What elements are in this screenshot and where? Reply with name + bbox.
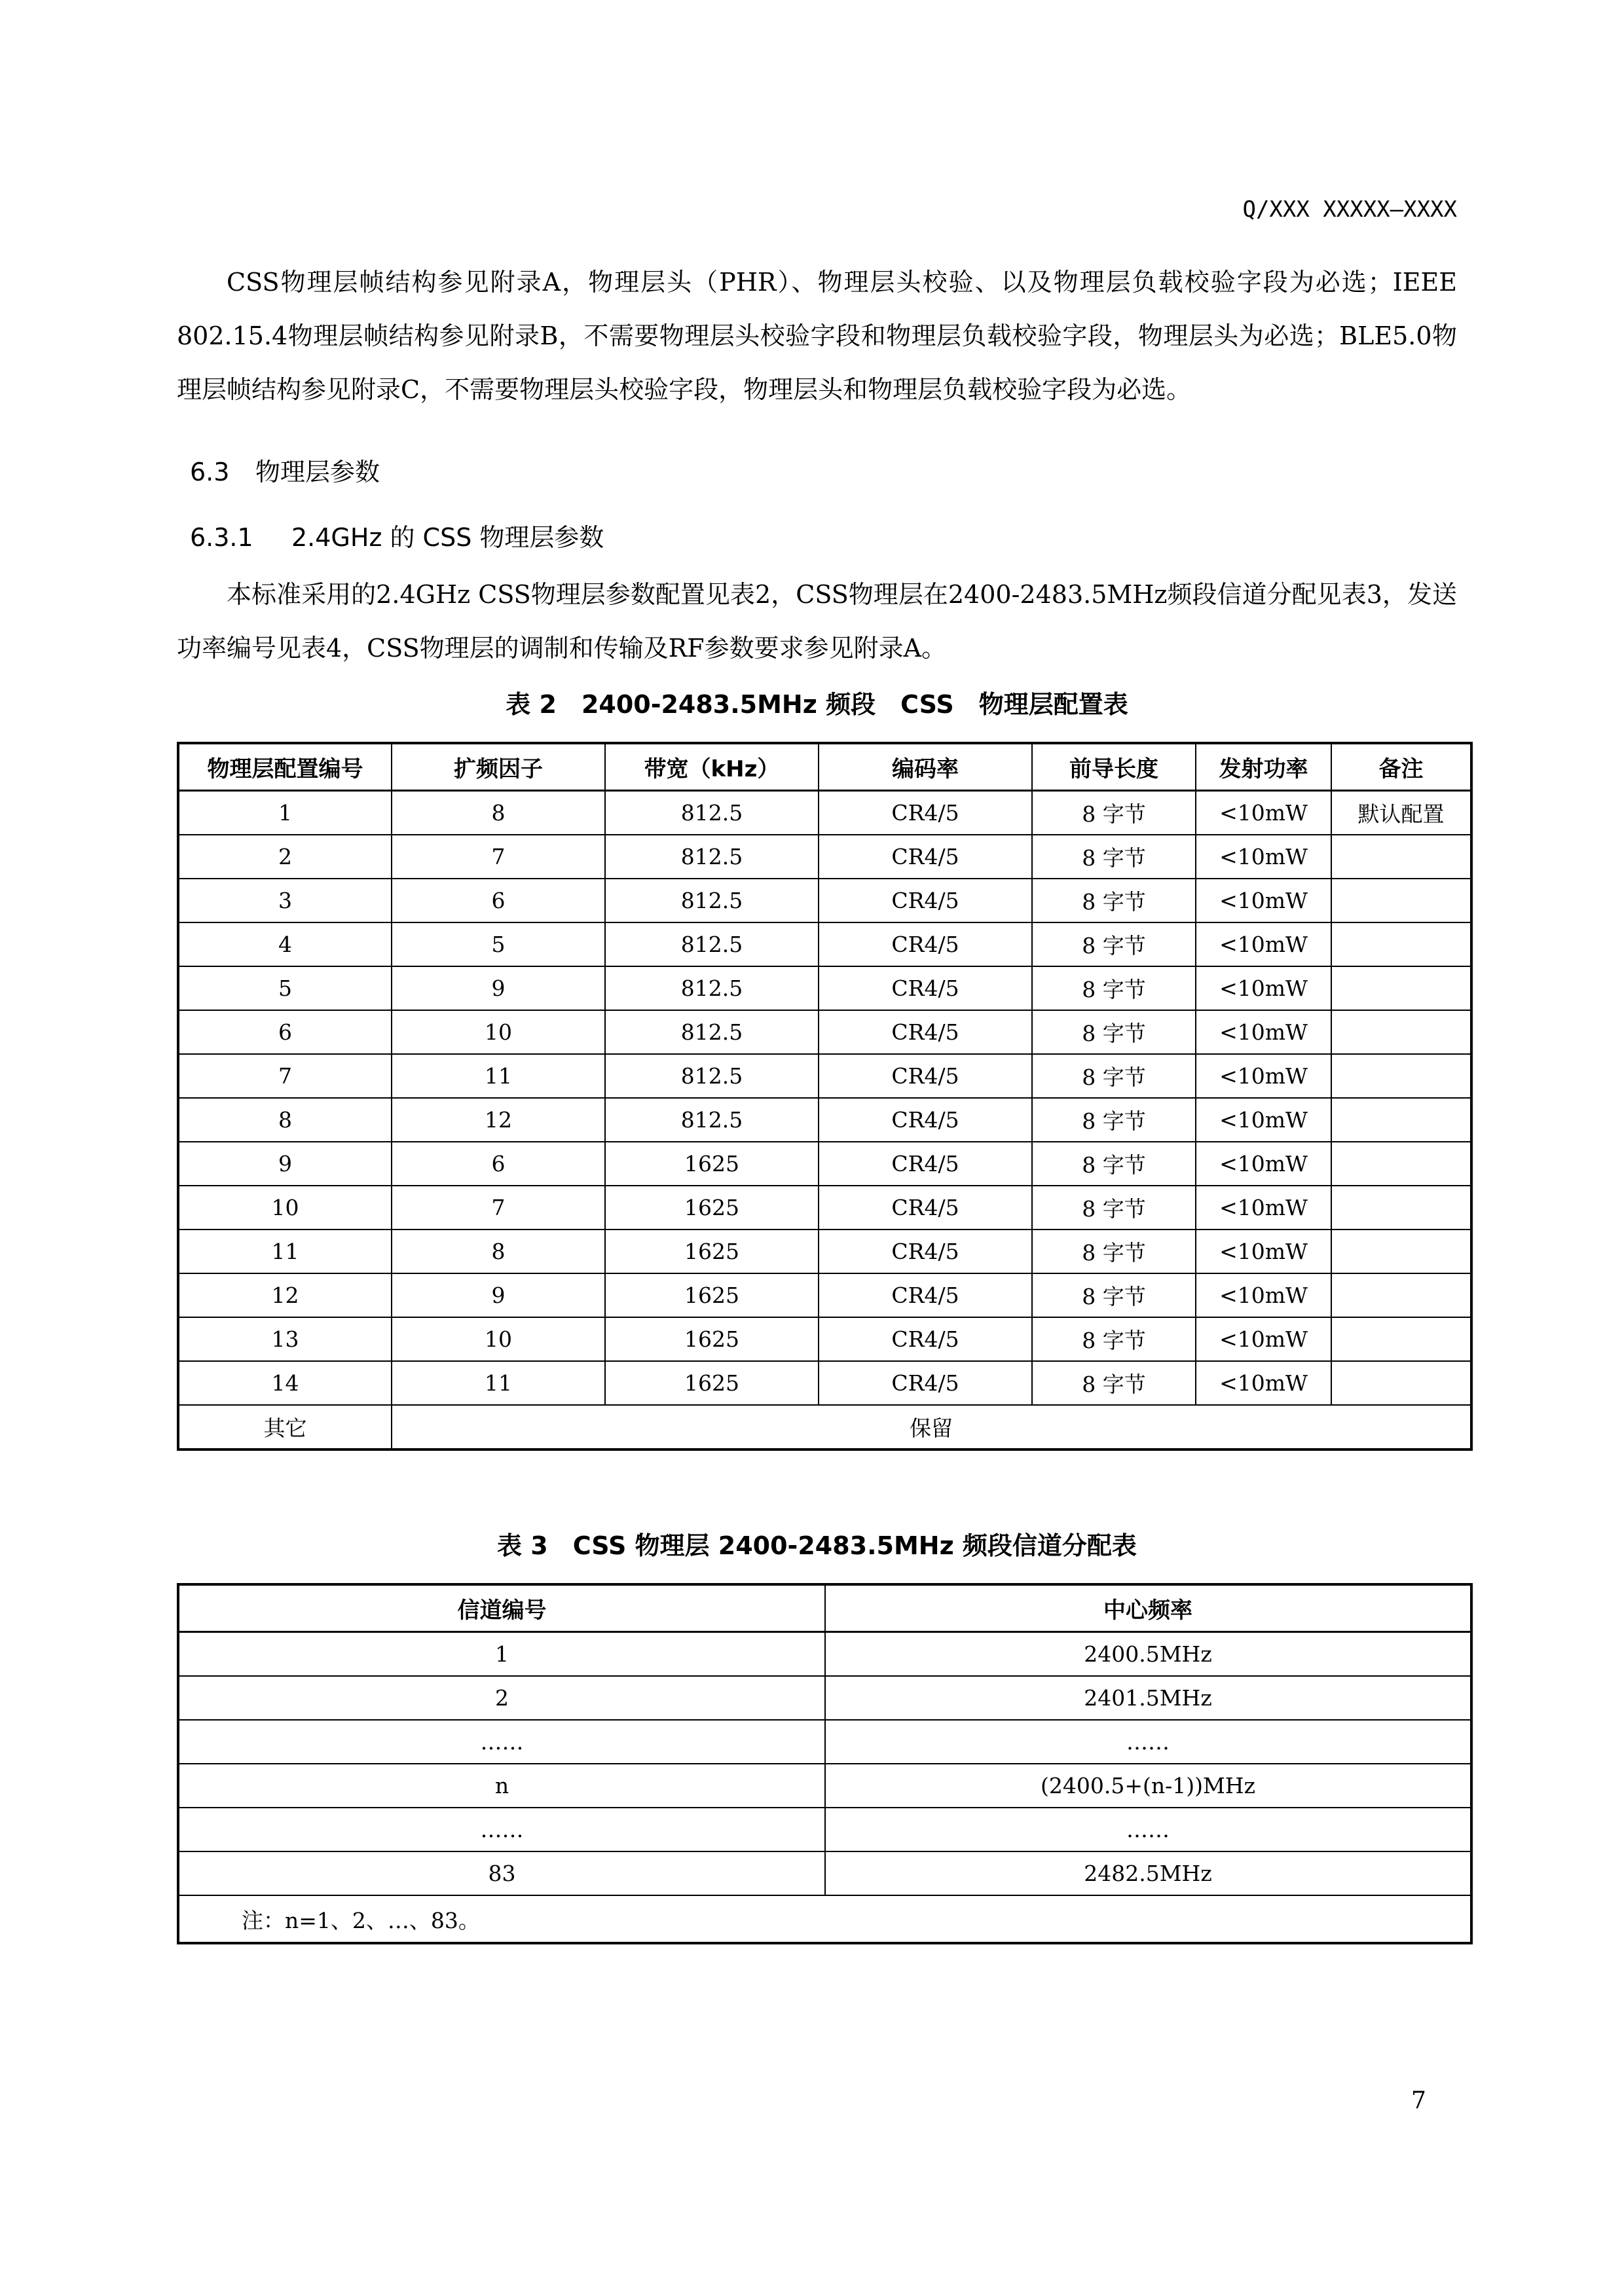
- table-row: [178, 1142, 1471, 1186]
- table-cell: 83: [178, 1851, 825, 1895]
- table2-body: [178, 791, 1471, 1406]
- table-cell: 8 字节: [1032, 922, 1196, 966]
- table-cell: 8 字节: [1032, 1010, 1196, 1054]
- table-cell: [1331, 1186, 1471, 1230]
- table-cell: 9: [392, 966, 605, 1010]
- table-cell: <10mW: [1196, 1361, 1331, 1405]
- section-6-3-1-paragraph: [177, 568, 1457, 675]
- table-cell: 11: [392, 1361, 605, 1405]
- table-cell: 7: [392, 835, 605, 879]
- table-cell: 1625: [605, 1186, 819, 1230]
- table-row: [178, 1676, 1471, 1720]
- table-cell: 1625: [605, 1361, 819, 1405]
- intro-paragraph: [177, 255, 1457, 416]
- table3-caption: 表 3 CSS 物理层 2400-2483.5MHz 频段信道分配表: [497, 1531, 1137, 1560]
- section-number: 6.3.1: [190, 523, 253, 552]
- table-cell: 12: [392, 1098, 605, 1142]
- table-row: [178, 879, 1471, 922]
- table-cell: 8: [392, 791, 605, 835]
- table-cell: 2482.5MHz: [825, 1851, 1471, 1895]
- section-6-3-heading: [190, 452, 380, 488]
- table-cell: [1331, 1142, 1471, 1186]
- col-header-coding-rate: 编码率: [819, 743, 1032, 791]
- table-cell: 812.5: [605, 922, 819, 966]
- intro-text: CSS物理层帧结构参见附录A，物理层头（PHR）、物理层头校验、以及物理层负载校验字段为必选；IEEE 802.15.4物理层帧结构参见附录B，不需要物理层头校验字段和物理层负载校验字段，物理层头为必选；BLE5.0物理层帧结构参见附录C，不需要物理层头校验字段，物理层头和物理层负载校验字段为必选。: [177, 268, 1457, 404]
- table-cell: CR4/5: [819, 1273, 1032, 1317]
- table-cell: CR4/5: [819, 1142, 1032, 1186]
- table-cell: [1331, 1054, 1471, 1098]
- table3-note: 注：n=1、2、…、83。: [178, 1895, 1471, 1943]
- table-row: [178, 791, 1471, 835]
- table-cell: <10mW: [1196, 1186, 1331, 1230]
- table-row: [178, 1720, 1471, 1764]
- section-number: 6.3: [190, 458, 230, 486]
- table-row: [178, 1808, 1471, 1851]
- table-cell: 812.5: [605, 966, 819, 1010]
- table-cell: CR4/5: [819, 879, 1032, 922]
- table-cell: ……: [825, 1808, 1471, 1851]
- table-cell: 8 字节: [1032, 1098, 1196, 1142]
- table-cell: <10mW: [1196, 1317, 1331, 1361]
- table-cell: 2: [178, 1676, 825, 1720]
- col-header-config-id: 物理层配置编号: [178, 743, 392, 791]
- section-title: 2.4GHz 的 CSS 物理层参数: [291, 523, 604, 552]
- table-row: [178, 922, 1471, 966]
- table-cell: [1331, 1098, 1471, 1142]
- table-cell: [1331, 1273, 1471, 1317]
- col-header-bandwidth: 带宽（kHz）: [605, 743, 819, 791]
- col-header-tx-power: 发射功率: [1196, 743, 1331, 791]
- table-cell: CR4/5: [819, 1010, 1032, 1054]
- document-code: Q/XXX XXXXX—XXXX: [1242, 196, 1457, 223]
- table-cell: ……: [178, 1720, 825, 1764]
- table-cell: 14: [178, 1361, 392, 1405]
- table-cell: <10mW: [1196, 1142, 1331, 1186]
- table-cell: 1625: [605, 1142, 819, 1186]
- table3-body: [178, 1632, 1471, 1896]
- table-cell: n: [178, 1764, 825, 1808]
- table-cell: [1331, 1230, 1471, 1273]
- table-cell: CR4/5: [819, 1054, 1032, 1098]
- table-row: [178, 1317, 1471, 1361]
- table-cell: CR4/5: [819, 1317, 1032, 1361]
- table-cell: 9: [392, 1273, 605, 1317]
- table-row: [178, 835, 1471, 879]
- table-cell: CR4/5: [819, 835, 1032, 879]
- table-row: [178, 1010, 1471, 1054]
- table-cell: 7: [392, 1186, 605, 1230]
- table-row: [178, 1230, 1471, 1273]
- table-cell: <10mW: [1196, 966, 1331, 1010]
- table-cell: 1625: [605, 1273, 819, 1317]
- table-row: [178, 1764, 1471, 1808]
- table-cell: 812.5: [605, 1010, 819, 1054]
- table-cell: 1625: [605, 1230, 819, 1273]
- table-cell: [1331, 1361, 1471, 1405]
- table-cell: 6: [392, 1142, 605, 1186]
- table-row: [178, 1273, 1471, 1317]
- table-cell: CR4/5: [819, 1186, 1032, 1230]
- table-cell: 11: [178, 1230, 392, 1273]
- table-cell: ……: [825, 1720, 1471, 1764]
- table-row: [178, 1632, 1471, 1677]
- table-cell: <10mW: [1196, 1230, 1331, 1273]
- table-row: [178, 1361, 1471, 1405]
- table-cell: 6: [392, 879, 605, 922]
- table-cell: [1331, 1317, 1471, 1361]
- table-cell: 默认配置: [1331, 791, 1471, 835]
- col-header-remarks: 备注: [1331, 743, 1471, 791]
- table-cell: 10: [178, 1186, 392, 1230]
- table-cell: 8 字节: [1032, 1317, 1196, 1361]
- section-6-3-1-text: 本标准采用的2.4GHz CSS物理层参数配置见表2，CSS物理层在2400-2483.5MHz频段信道分配见表3，发送功率编号见表4，CSS物理层的调制和传输及RF参数要求参见附录A。: [177, 580, 1457, 663]
- table-cell: 812.5: [605, 1054, 819, 1098]
- table-cell: 8 字节: [1032, 1230, 1196, 1273]
- table-cell: (2400.5+(n-1))MHz: [825, 1764, 1471, 1808]
- table-cell: 10: [392, 1317, 605, 1361]
- table-cell: <10mW: [1196, 1054, 1331, 1098]
- table-cell: 812.5: [605, 879, 819, 922]
- table-cell: 2400.5MHz: [825, 1632, 1471, 1677]
- table-cell: <10mW: [1196, 1273, 1331, 1317]
- section-6-3-1-heading: [190, 517, 604, 553]
- table-cell: CR4/5: [819, 791, 1032, 835]
- table-cell: 6: [178, 1010, 392, 1054]
- page-number: 7: [1411, 2087, 1426, 2114]
- table-cell: <10mW: [1196, 835, 1331, 879]
- table-cell: 12: [178, 1273, 392, 1317]
- table-cell: <10mW: [1196, 1098, 1331, 1142]
- table-cell: 7: [178, 1054, 392, 1098]
- table-cell: 8 字节: [1032, 879, 1196, 922]
- table-cell: 4: [178, 922, 392, 966]
- table-header-row: [178, 1584, 1471, 1632]
- col-header-preamble-length: 前导长度: [1032, 743, 1196, 791]
- table-cell: 3: [178, 879, 392, 922]
- table-cell: CR4/5: [819, 966, 1032, 1010]
- table3-channel-allocation: [177, 1583, 1473, 1944]
- table-cell: 812.5: [605, 1098, 819, 1142]
- table-cell: CR4/5: [819, 1230, 1032, 1273]
- table-cell: 8 字节: [1032, 1361, 1196, 1405]
- table-cell: [1331, 835, 1471, 879]
- table-row: [178, 1851, 1471, 1895]
- table-row: [178, 966, 1471, 1010]
- col-header-spreading-factor: 扩频因子: [392, 743, 605, 791]
- table-cell: 11: [392, 1054, 605, 1098]
- table-cell: 5: [178, 966, 392, 1010]
- table-cell: 10: [392, 1010, 605, 1054]
- table-cell: 13: [178, 1317, 392, 1361]
- table2-caption: 表 2 2400-2483.5MHz 频段 CSS 物理层配置表: [506, 690, 1128, 719]
- table-cell: CR4/5: [819, 922, 1032, 966]
- table-cell: <10mW: [1196, 879, 1331, 922]
- section-title: 物理层参数: [255, 458, 380, 486]
- table-cell: CR4/5: [819, 1361, 1032, 1405]
- table-cell: CR4/5: [819, 1098, 1032, 1142]
- table-cell: 8 字节: [1032, 1054, 1196, 1098]
- table-header-row: [178, 743, 1471, 791]
- table-cell: 1: [178, 791, 392, 835]
- table-cell: 812.5: [605, 835, 819, 879]
- table-note-row: [178, 1895, 1471, 1943]
- table-cell: [1331, 966, 1471, 1010]
- col-header-center-frequency: 中心频率: [825, 1584, 1471, 1632]
- table-cell: <10mW: [1196, 791, 1331, 835]
- table-cell: 5: [392, 922, 605, 966]
- table-cell: 8 字节: [1032, 966, 1196, 1010]
- table-row: [178, 1054, 1471, 1098]
- table-cell: 8 字节: [1032, 835, 1196, 879]
- table-cell: <10mW: [1196, 922, 1331, 966]
- table-row: [178, 1098, 1471, 1142]
- other-value: 保留: [392, 1405, 1471, 1449]
- table-cell: 8: [178, 1098, 392, 1142]
- table-cell: 8 字节: [1032, 791, 1196, 835]
- table-cell: [1331, 922, 1471, 966]
- table-cell: ……: [178, 1808, 825, 1851]
- table-cell: 812.5: [605, 791, 819, 835]
- table-row-other: [178, 1405, 1471, 1449]
- table-cell: 8 字节: [1032, 1142, 1196, 1186]
- table-row: [178, 1186, 1471, 1230]
- table-cell: 1: [178, 1632, 825, 1677]
- table-cell: [1331, 879, 1471, 922]
- col-header-channel-id: 信道编号: [178, 1584, 825, 1632]
- table-cell: 1625: [605, 1317, 819, 1361]
- table-cell: <10mW: [1196, 1010, 1331, 1054]
- table-cell: 8 字节: [1032, 1186, 1196, 1230]
- table-cell: 8: [392, 1230, 605, 1273]
- table2-phy-config: [177, 742, 1473, 1451]
- table-cell: [1331, 1010, 1471, 1054]
- table-cell: 2: [178, 835, 392, 879]
- table-cell: 9: [178, 1142, 392, 1186]
- table-cell: 8 字节: [1032, 1273, 1196, 1317]
- other-label: 其它: [178, 1405, 392, 1449]
- table-cell: 2401.5MHz: [825, 1676, 1471, 1720]
